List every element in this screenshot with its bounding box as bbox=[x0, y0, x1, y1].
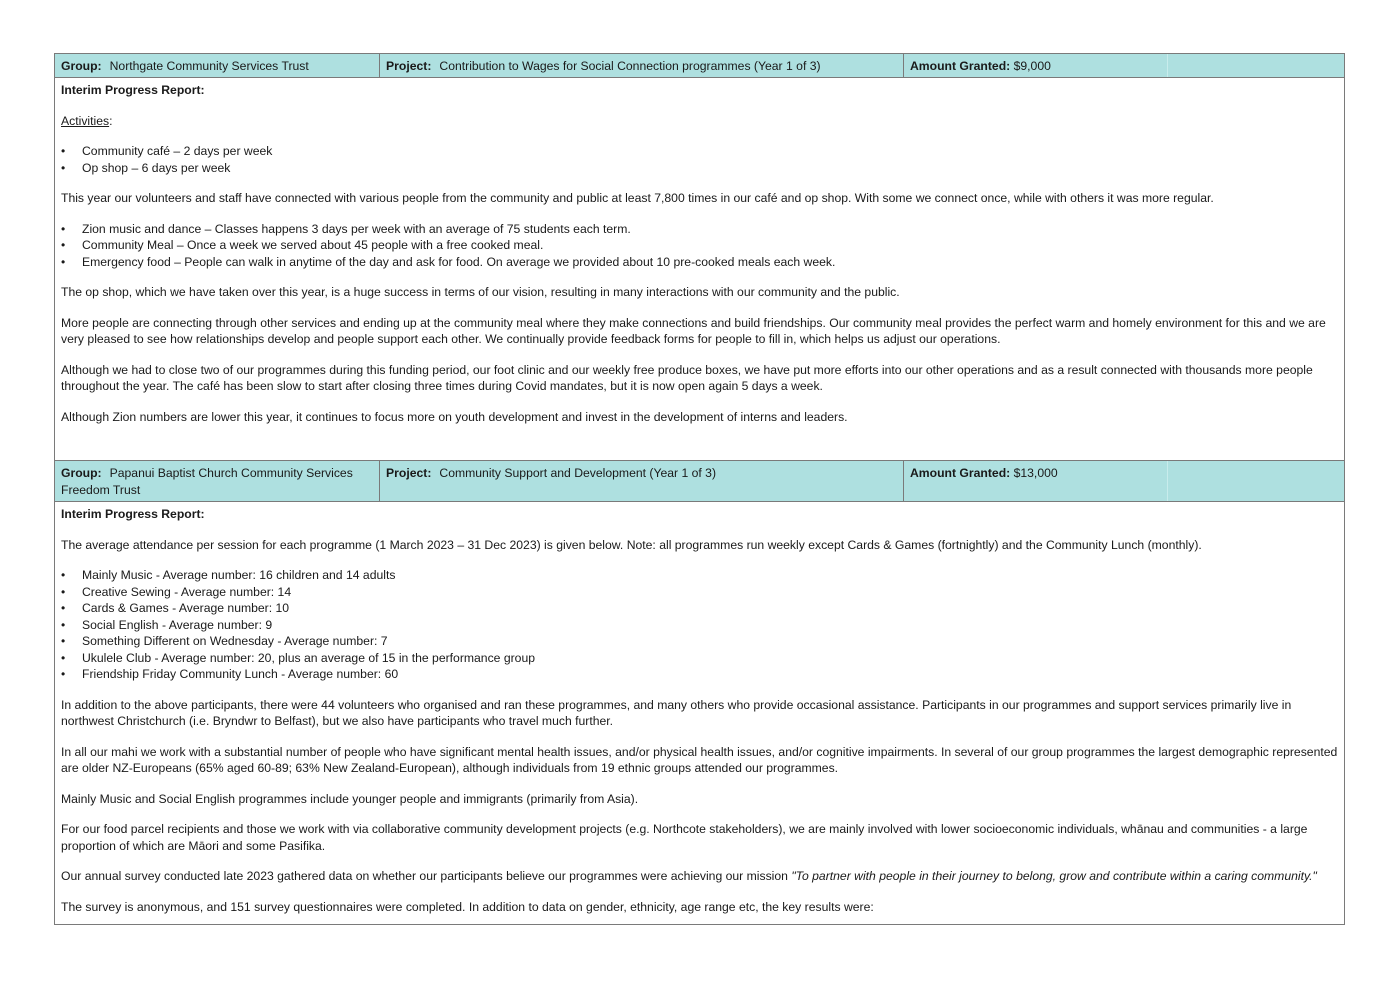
project-label: Project: bbox=[386, 466, 432, 480]
list-item: • Cards & Games - Average number: 10 bbox=[61, 600, 1339, 617]
list-item: • Zion music and dance – Classes happens 3 days per week with an average of 75 students each term. bbox=[61, 221, 1339, 238]
mission-paragraph bbox=[61, 868, 1339, 885]
paragraph: The average attendance per session for each programme (1 March 2023 – 31 Dec 2023) is given below. Note: all programmes run weekly except Cards & Games (fortnightly) and the Community Lunch (monthly). bbox=[61, 537, 1202, 552]
empty-cell bbox=[1168, 54, 1344, 77]
project-value: Community Support and Development (Year 1 of 3) bbox=[439, 466, 717, 480]
report-body-1 bbox=[61, 82, 1339, 439]
paragraph: The op shop, which we have taken over this year, is a huge success in terms of our vision, resulting in many interactions with our community and the public. bbox=[61, 285, 900, 299]
list-item: • Social English - Average number: 9 bbox=[61, 617, 1339, 634]
programmes-list bbox=[61, 221, 1339, 271]
paragraph: In addition to the above participants, there were 44 volunteers who organised and ran these programmes, and many others who provide occasional assistance. Participants in our programmes and support services primarily live in northwest Christchurch (i.e. Bryndwr to Belfast), but we also have participants who travel much further. bbox=[61, 697, 1292, 728]
project-cell bbox=[380, 461, 904, 501]
group-value: Papanui Baptist Church Community Services Freedom Trust bbox=[61, 466, 353, 497]
empty-cell bbox=[1168, 461, 1344, 501]
amount-value: $13,000 bbox=[1013, 466, 1058, 480]
paragraph: For our food parcel recipients and those we work with via collaborative community development projects (e.g. Northcote stakeholders), we are mainly involved with lower socioeconomic individuals, whānau and communities - a large proportion of which are Māori and some Pasifika. bbox=[61, 822, 1308, 853]
list-item: • Mainly Music - Average number: 16 children and 14 adults bbox=[61, 567, 1339, 584]
report-body-2 bbox=[61, 506, 1339, 929]
paragraph: In all our mahi we work with a substantial number of people who have significant mental health issues, and/or physical health issues, and/or cognitive impairments. In several of our group programmes the largest demographic represented are older NZ-Europeans (65% aged 60-89; 63% New Zealand-European), although individuals from 19 ethnic groups attended our programmes. bbox=[61, 744, 1338, 775]
project-label: Project: bbox=[386, 59, 432, 73]
project-value: Contribution to Wages for Social Connection programmes (Year 1 of 3) bbox=[439, 59, 821, 73]
list-item: • Creative Sewing - Average number: 14 bbox=[61, 584, 1339, 601]
activities-heading bbox=[61, 113, 1339, 130]
report-title: Interim Progress Report: bbox=[61, 83, 205, 97]
list-item: • Community Meal – Once a week we served about 45 people with a free cooked meal. bbox=[61, 237, 1339, 254]
activities-label: Activities bbox=[61, 113, 110, 128]
paragraph: The survey is anonymous, and 151 survey questionnaires were completed. In addition to data on gender, ethnicity, age range etc, the key results were: bbox=[61, 899, 874, 914]
report-title: Interim Progress Report: bbox=[61, 507, 205, 521]
group-cell bbox=[55, 54, 380, 77]
paragraph: This year our volunteers and staff have connected with various people from the community and public at least 7,800 times in our café and op shop. With some we connect once, while with others it was more regular. bbox=[61, 191, 1214, 205]
amount-value: $9,000 bbox=[1013, 59, 1051, 73]
group-label: Group: bbox=[61, 59, 102, 73]
group-cell bbox=[55, 461, 380, 501]
paragraph: Mainly Music and Social English programmes include younger people and immigrants (primarily from Asia). bbox=[61, 791, 639, 806]
amount-cell bbox=[904, 461, 1168, 501]
activities-colon: : bbox=[109, 113, 113, 128]
paragraph: Although we had to close two of our programmes during this funding period, our foot clinic and our weekly free produce boxes, we have put more efforts into our other operations and as a result connected with thousands more people throughout the year. The café has been slow to start after closing three times during Covid mandates, but it is now open again 5 days a week. bbox=[61, 362, 1313, 393]
amount-label: Amount Granted: bbox=[910, 59, 1011, 73]
attendance-list bbox=[61, 567, 1339, 683]
list-item: • Community café – 2 days per week bbox=[61, 143, 1339, 160]
amount-cell bbox=[904, 54, 1168, 77]
grant-header-row bbox=[54, 460, 1345, 502]
list-item: • Ukulele Club - Average number: 20, plus an average of 15 in the performance group bbox=[61, 650, 1339, 667]
amount-label: Amount Granted: bbox=[910, 466, 1011, 480]
grant-header-row bbox=[54, 53, 1345, 78]
mission-quote: "To partner with people in their journey to belong, grow and contribute within a caring community." bbox=[791, 869, 1317, 883]
project-cell bbox=[380, 54, 904, 77]
list-item: • Emergency food – People can walk in anytime of the day and ask for food. On average we provided about 10 pre-cooked meals each week. bbox=[61, 254, 1339, 271]
paragraph: Although Zion numbers are lower this year, it continues to focus more on youth development and invest in the development of interns and leaders. bbox=[61, 409, 848, 424]
list-item: • Something Different on Wednesday - Average number: 7 bbox=[61, 633, 1339, 650]
paragraph: More people are connecting through other services and ending up at the community meal where they make connections and build friendships. Our community meal provides the perfect warm and homely environment for this and we are very pleased to see how relationships develop and people support each other. We continually provide feedback forms for people to fill in, which helps us adjust our operations. bbox=[61, 315, 1326, 346]
group-label: Group: bbox=[61, 466, 102, 480]
list-item: • Friendship Friday Community Lunch - Average number: 60 bbox=[61, 666, 1339, 683]
list-item: • Op shop – 6 days per week bbox=[61, 160, 1339, 177]
group-value: Northgate Community Services Trust bbox=[109, 59, 309, 73]
activities-list bbox=[61, 143, 1339, 176]
mission-intro: Our annual survey conducted late 2023 gathered data on whether our participants believe our programmes were achieving our mission bbox=[61, 869, 792, 883]
